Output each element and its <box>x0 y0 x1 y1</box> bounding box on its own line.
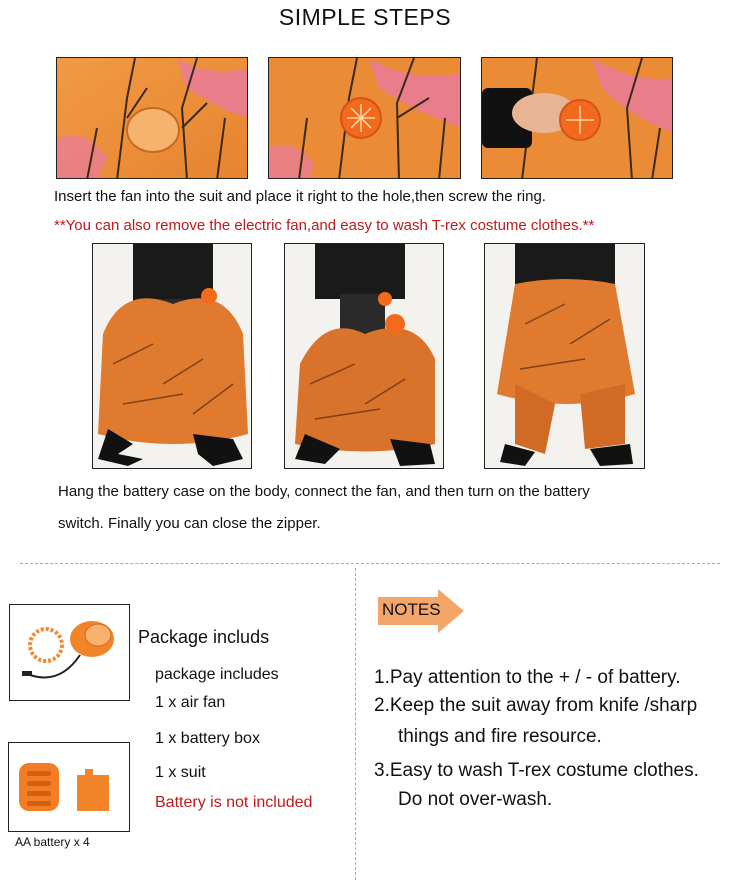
fan-screw-photo <box>481 57 673 179</box>
package-heading: Package includs <box>138 627 270 647</box>
package-item: 1 x battery box <box>155 730 260 747</box>
note-line: 3.Easy to wash T-rex costume clothes. <box>374 760 699 781</box>
battery-warning: Battery is not included <box>155 794 313 811</box>
note-line: things and fire resource. <box>398 726 602 747</box>
note-line: Do not over-wash. <box>398 789 553 810</box>
column-divider <box>355 568 356 880</box>
section-divider <box>20 563 720 564</box>
notes-label: NOTES <box>382 600 441 619</box>
battery-label: AA battery x 4 <box>15 835 90 849</box>
battery-case-photo <box>92 243 252 469</box>
step2-caption-line1: Hang the battery case on the body, connect the fan, and then turn on the battery <box>58 483 590 500</box>
step1-caption: Insert the fan into the suit and place it right to the hole,then screw the ring. <box>54 188 546 205</box>
close-zipper-photo <box>484 243 645 469</box>
air-fan-image <box>9 604 130 701</box>
battery-box-image <box>8 742 130 832</box>
page-title: SIMPLE STEPS <box>278 4 452 30</box>
note-line: 2.Keep the suit away from knife /sharp <box>374 695 698 716</box>
connect-fan-photo <box>284 243 444 469</box>
package-item: package includes <box>155 666 279 683</box>
note-line: 1.Pay attention to the + / - of battery. <box>374 667 681 688</box>
step1-note: **You can also remove the electric fan,and easy to wash T-rex costume clothes.** <box>54 217 595 234</box>
fan-placement-photo <box>268 57 461 179</box>
step2-caption-line2: switch. Finally you can close the zipper. <box>58 515 321 532</box>
fan-hole-photo <box>56 57 248 179</box>
package-item: 1 x air fan <box>155 694 226 711</box>
package-item: 1 x suit <box>155 764 206 781</box>
